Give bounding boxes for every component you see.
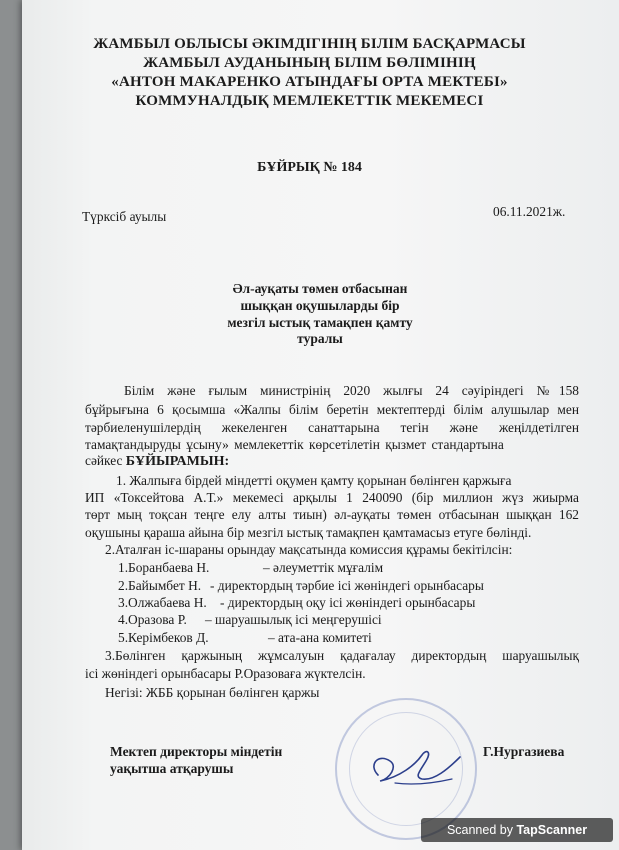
order-keyword: БҰЙЫРАМЫН: xyxy=(125,454,230,469)
header-line-4: КОММУНАЛДЫҚ МЕМЛЕКЕТТІК МЕКЕМЕСІ xyxy=(135,93,484,109)
member-role: – ата-ана комитеті xyxy=(268,630,372,645)
item1-line-2: ИП «Токсейтова А.Т.» мекемесі арқылы 1 240090 (бір миллион жүз жиырма xyxy=(85,490,579,505)
header-line-1: ЖАМБЫЛ ОБЛЫСЫ ӘКІМДІГІНІҢ БІЛІМ БАСҚАРМАСЫ xyxy=(93,36,526,52)
preamble-line-3: тәрбиеленушілердің жекеленген санаттарына тегін және жеңілдетілген xyxy=(85,420,579,435)
member-role: – әлеуметтік мұғалім xyxy=(263,560,384,575)
member-role: - директордың оқу ісі жөніндегі орынбасары xyxy=(220,595,476,610)
item1-line-1: 1. Жалпыға бірдей міндетті оқумен қамту қорынан бөлінген қаржыға xyxy=(116,473,512,488)
signer-name: Г.Нургазиева xyxy=(483,744,565,759)
preamble-line-4: тамақтандыруды ұсыну» мемлекеттік көрсетілетін қызмет стандартына xyxy=(85,437,504,452)
watermark-prefix: Scanned by xyxy=(446,823,517,837)
handwritten-signature xyxy=(360,735,470,795)
date: 06.11.2021ж. xyxy=(493,204,566,219)
subject-line-1: Әл-ауқаты төмен отбасынан xyxy=(232,281,408,296)
preamble-line-1: Білім және ғылым министрінің 2020 жылғы 24 сәуіріндегі №158 xyxy=(124,383,579,398)
signer-title-line-2: уақытша атқарушы xyxy=(110,761,234,776)
member-name: 2.Байымбет Н. xyxy=(118,578,202,593)
item1-line-4: оқушыны қараша айына бір мезгіл ыстық тамақпен қамтамасыз етуге бөлінді. xyxy=(85,525,532,540)
preamble-line-2: бұйрығына 6 қосымша «Жалпы білім беретін мектептерді білім алушылар мен xyxy=(85,402,579,417)
preamble-line-5 xyxy=(85,453,229,470)
item3-line-2: ісі жөніндегі орынбасары Р.Оразоваға жүктелсін. xyxy=(85,666,366,681)
member-role: - директордың тәрбие ісі жөніндегі орынбасары xyxy=(210,578,484,593)
subject-line-2: шыққан оқушыларды бір xyxy=(240,298,400,313)
signer-title-line-1: Мектеп директоры міндетін xyxy=(110,744,283,759)
subject-line-4: туралы xyxy=(297,331,343,346)
header-line-2: ЖАМБЫЛ АУДАНЫНЫҢ БІЛІМ БӨЛІМІНІҢ xyxy=(143,55,476,71)
member-name: 3.Олжабаева Н. xyxy=(118,595,207,610)
basis: Негізі: ЖББ қорынан бөлінген қаржы xyxy=(105,685,320,700)
member-name: 4.Оразова Р. xyxy=(118,612,187,627)
item3-line-1: 3.Бөлінген қаржының жұмсалуын қадағалау директордың шаруашылық xyxy=(105,648,579,663)
order-title: БҰЙРЫҚ № 184 xyxy=(257,160,362,175)
header-line-3: «АНТОН МАКАРЕНКО АТЫНДАҒЫ ОРТА МЕКТЕБІ» xyxy=(111,74,508,90)
item2-intro: 2.Аталған іс-шараны орындау мақсатында комиссия құрамы бекітілсін: xyxy=(105,542,513,557)
watermark-brand: TapScanner xyxy=(516,823,588,837)
member-role: – шаруашылық ісі меңгерушісі xyxy=(205,612,382,627)
scanner-watermark xyxy=(421,818,613,842)
item1-line-3: төрт мың тоқсан теңге елу алты тиын) әл-ауқаты төмен отбасынан шыққан 162 xyxy=(85,507,579,522)
preamble-prefix: сәйкес xyxy=(85,453,126,468)
subject-line-3: мезгіл ыстық тамақпен қамту xyxy=(227,315,413,330)
place: Түрксіб ауылы xyxy=(82,209,167,224)
member-name: 1.Боранбаева Н. xyxy=(118,560,210,575)
member-name: 5.Керімбеков Д. xyxy=(118,630,209,645)
